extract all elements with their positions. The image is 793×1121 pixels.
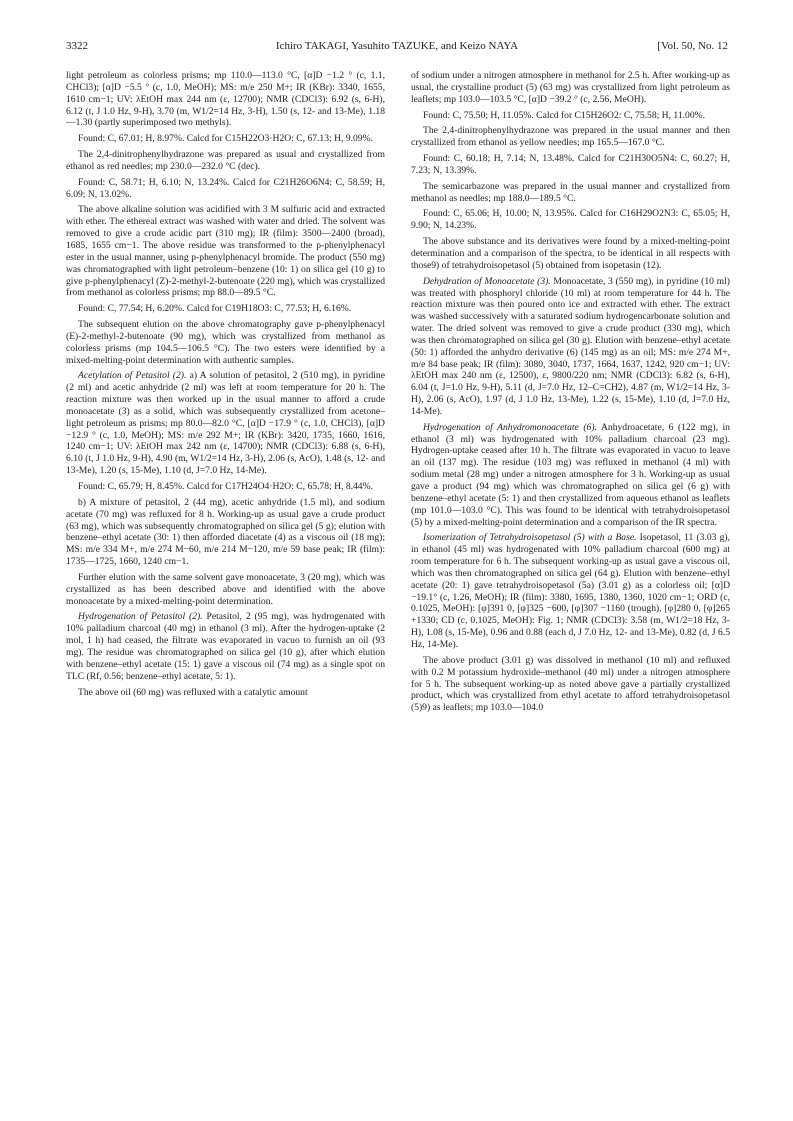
paragraph-text: Isopetasol, 11 (3.03 g), in ethanol (45 ml) was hydrogenated with 10% palladium charcoal (600 mg) at room temperature for 6 h. The subsequent working-up as usual gave a viscous oil, which was then chromatographed on silica gel (64 g). Elution with benzene–ethyl acetate (20: 1) gave tetrahydroisopetasol (5a) (3.01 g) as a colorless oil; [α]D −19.1° (c, 1.26, MeOH); IR (film): 3380, 1695, 1380, 1360, 1020 cm−1; ORD (c, 0.1025, MeOH): [φ]391 0, [φ]325 −600, [φ]307 −1160 (trough), [φ]280 0, [φ]265 +1330; CD (c, 0.1025, MeOH): Fig. 1; NMR (CDCl3): 3.58 (m, W1/2=18 Hz, 3-H), 1.08 (s, 15-Me), 0.96 and 0.88 (each d, J 7.0 Hz, 12- and 13-Me), 0.82 (d, J 6.5 Hz, 14-Me).	[411, 532, 730, 650]
volume-issue: [Vol. 50, No. 12	[657, 40, 728, 52]
paragraph-text: Found: C, 67.01; H, 8.97%. Calcd for C15H22O3·H2O: C, 67.13; H, 9.09%.	[78, 133, 373, 145]
paragraph-text: Petasitol, 2 (95 mg), was hydrogenated with 10% palladium charcoal (40 mg) in ethanol (3 ml). After the hydrogen-uptake (2 mol, 1 h) had ceased, the filtrate was evaporated in vacuo to furnish an oil (93 mg). The residue was chromatographed on silica gel (10 g), after which elution with benzene–ethyl acetate (15: 1) gave a viscous oil (74 mg) as a single spot on TLC (Rf, 0.56; benzene–ethyl acetate, 5: 1).	[66, 611, 386, 682]
paragraph	[66, 370, 385, 477]
paragraph-text: The above alkaline solution was acidified with 3 M sulfuric acid and extracted with ether. The ethereal extract was washed with water and dried. The solvent was removed to give a crude acidic part (310 mg); IR (film): 3500—2400 (broad), 1685, 1655 cm−1. The above residue was transformed to the p-phenylphenacyl ester in the usual manner, using p-phenylphenacyl bromide. The product (550 mg) was chromatographed with light petroleum–benzene (10: 1) on silica gel (10 g) to give p-phenylphenacyl (Z)-2-methyl-2-butenoate (220 mg), which was crystallized from methanol as colorless prisms; mp 88.0—89.5 °C.	[66, 204, 385, 299]
paragraph-text: Further elution with the same solvent gave monoacetate, 3 (20 mg), which was crystallized as has been described above and identified with the above monoacetate by a mixed-melting-point determination.	[66, 571, 385, 607]
paragraph-text: a) A solution of petasitol, 2 (510 mg), in pyridine (2 ml) and acetic anhydride (2 ml) was left at room temperature for 20 h. The reaction mixture was then worked up in the usual manner to afford a crude monoacetate (3) as a solid, which was subsequently crystallized from acetone–light petroleum as prisms; mp 80.0—82.0 °C, [α]D −17.9 ° (c, 1.0, CHCl3), [α]D −12.9 ° (c, 1.0, MeOH); MS: m/e 292 M+; IR (KBr): 3420, 1735, 1660, 1616, 1240 cm−1; UV: λEtOH max 242 nm (ε, 14700); NMR (CDCl3): 6.88 (s, 6-H), 6.10 (t, J 1.0 Hz, 9-H), 4.90 (m, W1/2=14 Hz, 3-H), 2.06 (s, AcO), 1.48 (s, 12- and 13-Me), 1.20 (s, 15-Me), 1.10 (d, J=7.0 Hz, 14-Me).	[66, 370, 385, 477]
running-authors: Ichiro TAKAGI, Yasuhito TAZUKE, and Keizo NAYA	[275, 40, 519, 52]
paragraph	[411, 276, 730, 418]
paragraph	[411, 110, 730, 122]
paragraph	[66, 70, 385, 129]
paragraph	[66, 133, 385, 145]
paragraph	[66, 149, 385, 173]
right-column	[411, 70, 730, 718]
paragraph	[411, 181, 730, 205]
paragraph	[411, 236, 730, 272]
section-heading: Dehydration of Monoacetate (3).	[423, 275, 551, 287]
paragraph-text: The above substance and its derivatives were found by a mixed-melting-point determination and a comparison of the spectra, to be identical in all respects with those9) of tetrahydroisopetasol (5) obtained from isopetasin (12).	[411, 236, 730, 271]
paragraph-text: The subsequent elution on the above chromatography gave p-phenylphenacyl (E)-2-methyl-2-butenoate (90 mg), which was crystallized from methanol as colorless prisms (mp 104.5—106.5 °C). The two esters were identified by a mixed-melting-point determination with authentic samples.	[66, 319, 385, 366]
paragraph-text: of sodium under a nitrogen atmosphere in methanol for 2.5 h. After working-up as usual, the crystalline product (5) (63 mg) was crystallized from light petroleum as leaflets; mp 103.0—103.5 °C, [α]D −39.2 ° (c, 2.56, MeOH).	[411, 70, 730, 105]
paragraph	[66, 319, 385, 366]
section-heading: Isomerization of Tetrahydroisopetasol (5) with a Base.	[423, 532, 637, 544]
paragraph	[411, 532, 730, 650]
page-number: 3322	[66, 40, 88, 52]
page-header	[66, 40, 728, 54]
paragraph-text: light petroleum as colorless prisms; mp 110.0—113.0 °C, [α]D −1.2 ° (c, 1.1, CHCl3); [α]D −5.5 ° (c, 1.0, MeOH); MS: m/e 250 M+; IR (KBr): 3340, 1655, 1610 cm−1; UV: λEtOH max 244 nm (ε, 12700); NMR (CDCl3): 6.92 (s, 6-H), 6.12 (t, J 1.0 Hz, 9-H), 3.70 (m, W1/2=14 Hz, 3-H), 1.50 (s, 12- and 13-Me), 1.18—1.30 (partly superimposed two methyls).	[66, 70, 385, 129]
paragraph-text: Found: C, 58.71; H, 6.10; N, 13.24%. Calcd for C21H26O6N4: C, 58.59; H, 6.09; N, 13.02%.	[66, 176, 385, 200]
paragraph	[411, 208, 730, 232]
paragraph	[411, 70, 730, 106]
paragraph-text: Found: C, 65.79; H, 8.45%. Calcd for C17H24O4·H2O: C, 65.78; H, 8.44%.	[78, 481, 373, 492]
paragraph	[411, 422, 730, 529]
paragraph	[66, 177, 385, 201]
paragraph-text: Found: C, 65.06; H, 10.00; N, 13.95%. Calcd for C16H29O2N3: C, 65.05; H, 9.90; N, 14.23%.	[411, 208, 730, 232]
paragraph	[66, 497, 385, 568]
section-heading: Acetylation of Petasitol (2).	[78, 370, 187, 382]
paragraph-text: Found: C, 75.50; H, 11.05%. Calcd for C15H26O2: C, 75.58; H, 11.00%.	[423, 109, 706, 121]
paragraph-text: The above product (3.01 g) was dissolved in methanol (10 ml) and refluxed with 0.2 M potassium hydroxide–methanol (40 ml) under a nitrogen atmosphere for 5 h. The subsequent working-up as noted above gave a partially crystallized product, which was crystallized from ethyl acetate to afford tetrahydroisopetasol (5)9) as leaflets; mp 103.0—104.0	[411, 654, 730, 714]
paragraph	[66, 303, 385, 315]
paragraph	[411, 655, 730, 714]
paragraph-text: Anhydroacetate, 6 (122 mg), in ethanol (3 ml) was hydrogenated with 10% palladium charcoal (23 mg). Hydrogen-uptake ceased after 10 h. The filtrate was evaporated in vacuo to leave an oil (137 mg). The residue (103 mg) was refluxed in methanol (4 ml) with sodium metal (28 mg) under a nitrogen atmosphere for 3 h. Working-up as usual gave a product (94 mg) which was chromatographed on silica gel (6 g) with benzene–ethyl acetate (5: 1) and then crystallized from aqueous ethanol as leaflets (mp 101.0—103.0 °C). This was found to be identical with tetrahydroisopetasol (5) by a mixed-melting-point determination and a comparison of the IR spectra.	[411, 421, 730, 528]
paragraph	[66, 481, 385, 493]
paragraph-text: Monoacetate, 3 (550 mg), in pyridine (10 ml) was treated with phosphoryl chloride (10 ml) at room temperature for 44 h. The reaction mixture was then poured onto ice and extracted with ether. The extract was washed successively with a saturated sodium hydrogencarbonate solution and water. The dried solvent was removed to give a crude product (330 mg), which was then chromatographed on silica gel (30 g). Elution with benzene–ethyl acetate (50: 1) afforded the anhydro derivative (6) (145 mg) as an oil; MS: m/e 274 M+, m/e 84 base peak; IR (film): 3080, 3040, 1737, 1664, 1637, 1242, 920 cm−1; UV: λEtOH max 240 nm (ε, 12500), ε, 9800/220 nm; NMR (CDCl3): 6.82 (s, 6-H), 6.04 (t, J=1.0 Hz, 9-H), 5.11 (d, J=7.0 Hz, 12–C=CH2), 4.87 (m, W1/2=14 Hz, 3-H), 2.06 (s, AcO), 1.97 (d, J 1.0 Hz, 13-Me), 1.22 (s, 15-Me), 1.10 (d, J=7.0 Hz, 14-Me).	[411, 275, 730, 417]
paragraph	[66, 611, 385, 682]
paragraph-text: b) A mixture of petasitol, 2 (44 mg), acetic anhydride (1.5 ml), and sodium acetate (70 mg) was refluxed for 8 h. Working-up as usual gave a crude product (63 mg), which was subsequently chromatographed on silica gel (5 g); elution with benzene–ethyl acetate (30: 1) then afforded diacetate (4) as a viscous oil (18 mg); MS: m/e 334 M+, m/e 274 M−60, m/e 214 M−120, m/e 59 base peak; IR (film): 1735—1725, 1660, 1240 cm−1.	[66, 496, 385, 568]
section-heading: Hydrogenation of Anhydromonoacetate (6).	[423, 421, 597, 433]
paragraph	[66, 572, 385, 608]
paragraph-text: The semicarbazone was prepared in the usual manner and crystallized from methanol as needles; mp 188.0—189.5 °C.	[411, 180, 730, 204]
paragraph-text: The above oil (60 mg) was refluxed with a catalytic amount	[78, 686, 308, 698]
paragraph	[66, 687, 385, 699]
paragraph	[411, 153, 730, 177]
paragraph-text: The 2,4-dinitrophenylhydrazone was prepared as usual and crystallized from ethanol as red needles; mp 230.0—232.0 °C (dec).	[66, 149, 385, 172]
section-heading: Hydrogenation of Petasitol (2).	[78, 611, 203, 623]
paragraph	[66, 204, 385, 299]
left-column	[66, 70, 385, 702]
paragraph-text: Found: C, 77.54; H, 6.20%. Calcd for C19H18O3: C, 77.53; H, 6.16%.	[78, 303, 352, 315]
paragraph-text: Found: C, 60.18; H, 7.14; N, 13.48%. Calcd for C21H30O5N4: C, 60.27; H, 7.23; N, 13.39%.	[411, 153, 730, 176]
paragraph-text: The 2,4-dinitrophenylhydrazone was prepared in the usual manner and then crystallized from ethanol as yellow needles; mp 165.5—167.0 °C.	[411, 125, 730, 149]
paragraph	[411, 125, 730, 149]
